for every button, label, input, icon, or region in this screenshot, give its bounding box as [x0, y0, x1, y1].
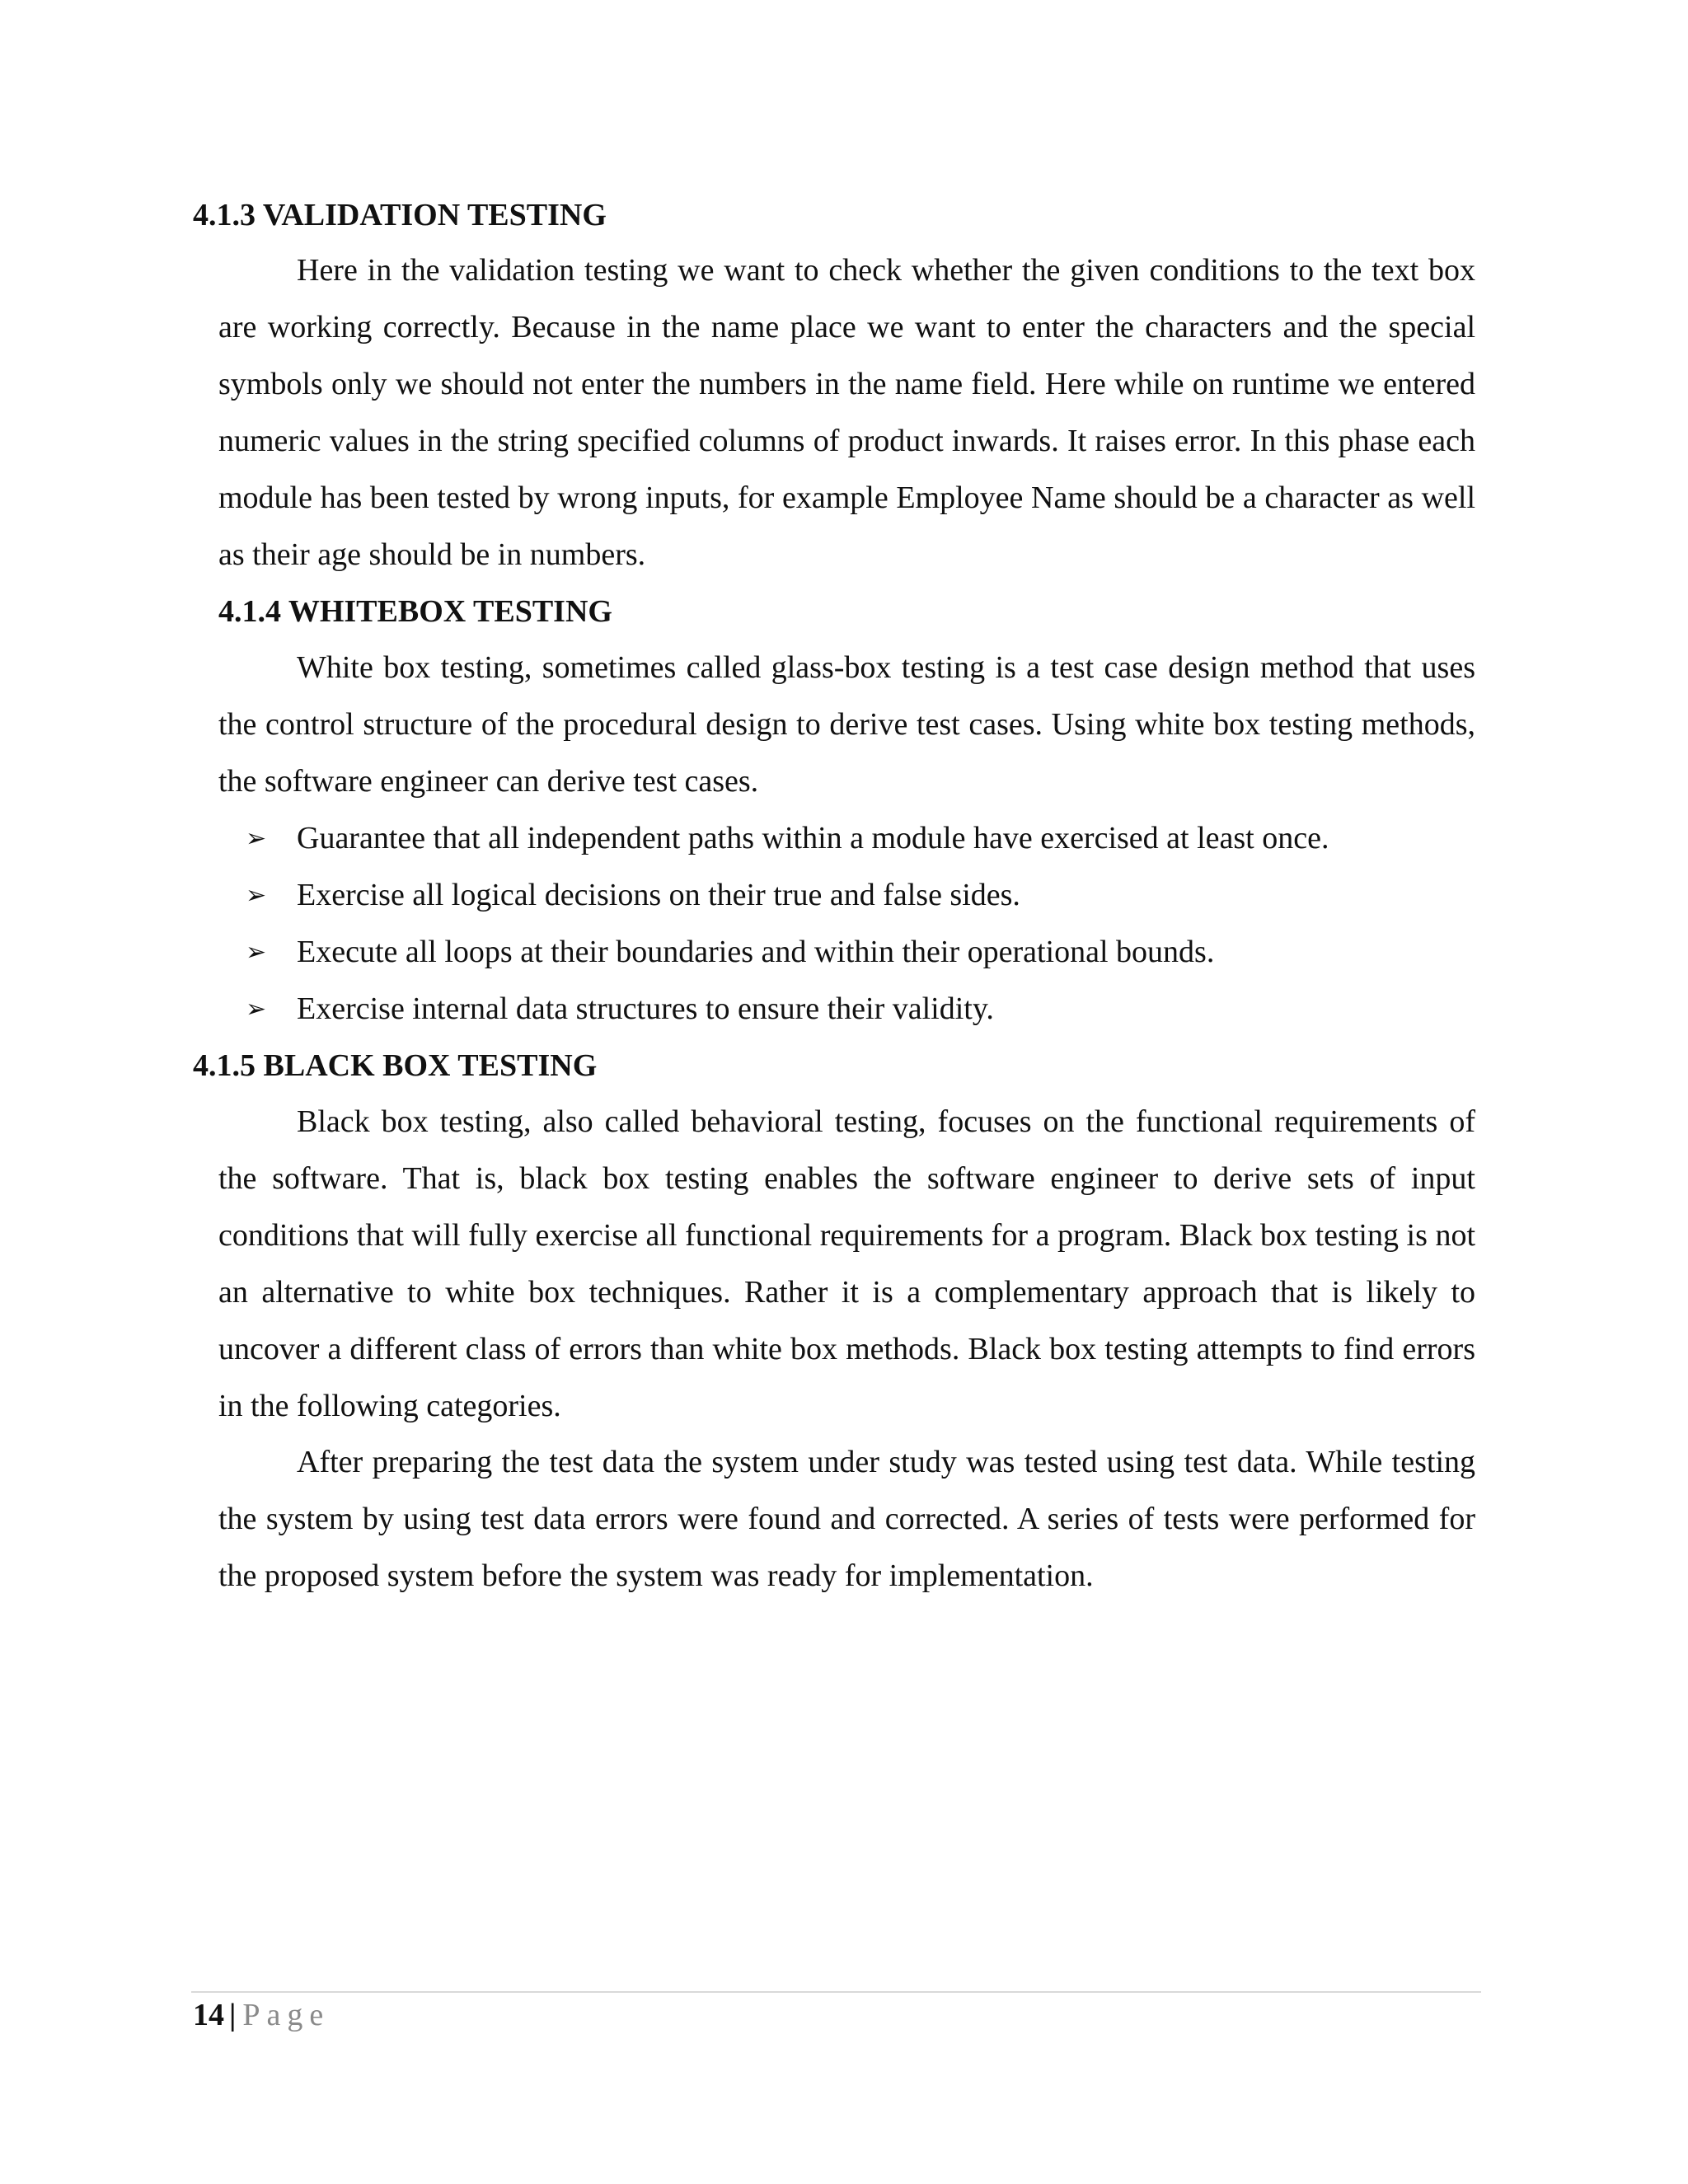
arrowhead-bullet-icon: ➢	[246, 881, 267, 910]
list-item-text: Exercise all logical decisions on their true and false sides.	[297, 878, 1020, 912]
arrowhead-bullet-icon: ➢	[246, 995, 267, 1024]
footer-separator: |	[229, 1998, 237, 2032]
section-heading-validation-testing: 4.1.3 VALIDATION TESTING	[193, 198, 607, 232]
arrowhead-bullet-icon: ➢	[246, 938, 267, 967]
footer-divider	[191, 1991, 1481, 1993]
page-footer	[193, 1996, 330, 2034]
page-label: Page	[242, 1998, 331, 2032]
list-item-text: Execute all loops at their boundaries and within their operational bounds.	[297, 935, 1215, 969]
validation-testing-paragraph: Here in the validation testing we want to check whether the given conditions to the text box are working correctly. Because in the name place we want to enter the characters and the special symbols only we should not enter the numbers in the name field. Here while on runtime we entered numeric values in the string specified columns of product inwards. It raises error. In this phase each module has been tested by wrong inputs, for example Employee Name should be a character as well as their age should be in numbers.	[218, 253, 1475, 572]
list-item	[246, 867, 1482, 924]
page-number: 14	[193, 1998, 224, 2032]
whitebox-bullet-list	[246, 810, 1482, 1038]
arrowhead-bullet-icon: ➢	[246, 824, 267, 853]
list-item	[246, 924, 1482, 981]
test-data-paragraph: After preparing the test data the system under study was tested using test data. While testing the system by using test data errors were found and corrected. A series of tests were performed for the proposed system before the system was ready for implementation.	[218, 1445, 1475, 1593]
whitebox-testing-paragraph: White box testing, sometimes called glass-box testing is a test case design method that uses the control structure of the procedural design to derive test cases. Using white box testing methods, the software engineer can derive test cases.	[218, 650, 1475, 799]
section-heading-whitebox-testing: 4.1.4 WHITEBOX TESTING	[218, 594, 612, 629]
list-item-text: Guarantee that all independent paths within a module have exercised at least once.	[297, 821, 1329, 855]
section-heading-black-box-testing: 4.1.5 BLACK BOX TESTING	[193, 1048, 598, 1083]
list-item	[246, 981, 1482, 1038]
list-item	[246, 810, 1482, 867]
list-item-text: Exercise internal data structures to ensure their validity.	[297, 991, 994, 1026]
black-box-testing-paragraph: Black box testing, also called behavioral testing, focuses on the functional requirements of the software. That is, black box testing enables the software engineer to derive sets of input conditions that will fully exercise all functional requirements for a program. Black box testing is not an alternative to white box techniques. Rather it is a complementary approach that is likely to uncover a different class of errors than white box methods. Black box testing attempts to find errors in the following categories.	[218, 1104, 1475, 1423]
